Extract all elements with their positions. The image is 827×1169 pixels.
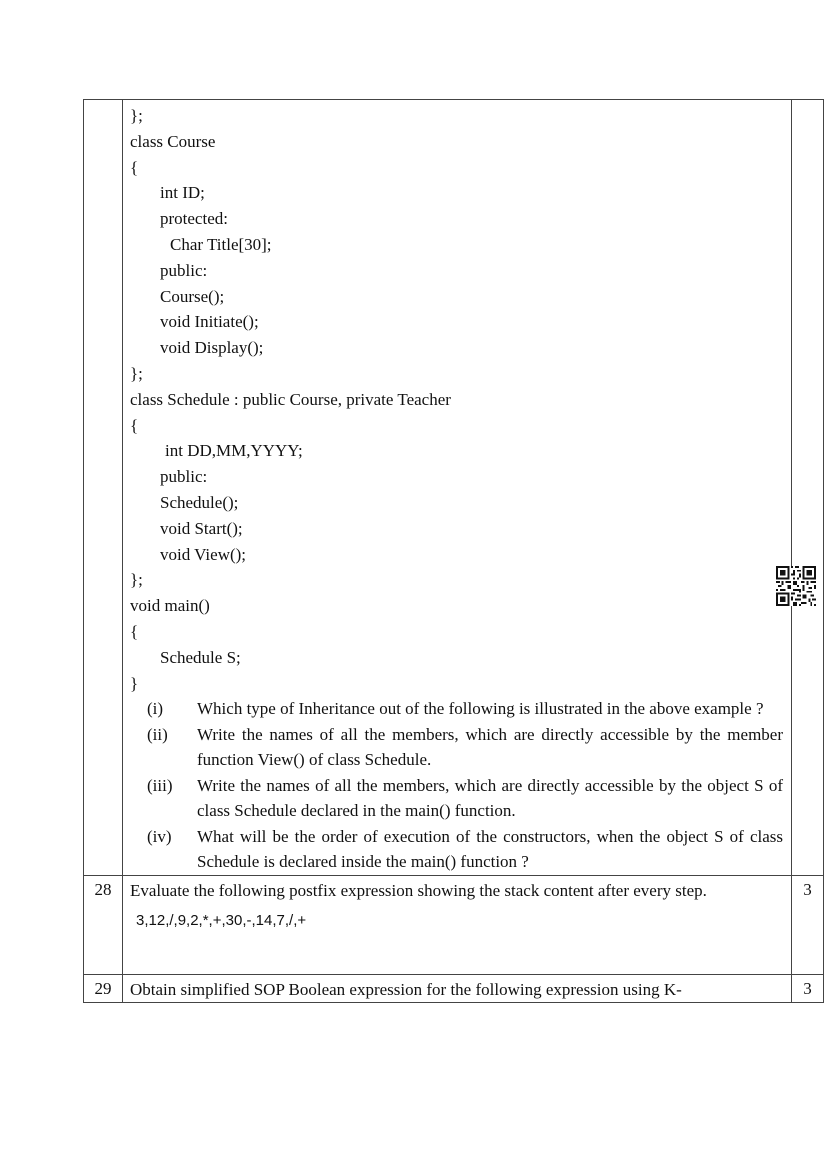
code-line: };: [130, 106, 143, 125]
question-body-cell: [123, 100, 792, 876]
code-line: Schedule S;: [160, 647, 241, 667]
code-line: void main(): [130, 596, 210, 616]
sub-question-text: Write the names of all the members, which are directly accessible by the object S of class Schedule declared in the main() function.: [197, 775, 783, 821]
sub-question-text: What will be the order of execution of the constructors, when the object S of class Schedule is declared inside the main() function ?: [197, 826, 783, 872]
sub-question: [147, 773, 783, 824]
code-line: void Start();: [160, 518, 243, 538]
question-number-cell: [84, 100, 123, 876]
postfix-expression: 3,12,/,9,2,*,+,30,-,14,7,/,+: [136, 911, 307, 929]
code-line: };: [130, 363, 143, 383]
code-line: class Course: [130, 131, 216, 151]
code-line: Schedule();: [160, 492, 239, 512]
question-body-cell: [123, 974, 792, 1002]
sub-question-number: (iv): [147, 826, 172, 846]
code-line: Course();: [160, 286, 225, 306]
code-line: void Initiate();: [160, 312, 259, 332]
code-line: {: [130, 415, 139, 435]
code-line: }: [130, 673, 139, 693]
question-text: Obtain simplified SOP Boolean expression for the following expression using K-: [130, 979, 682, 999]
question-body-cell: [123, 875, 792, 974]
sub-question-text: Which type of Inheritance out of the following is illustrated in the above example ?: [197, 699, 764, 719]
code-listing: [123, 100, 791, 696]
code-line: {: [130, 157, 139, 177]
marks-value: 3: [792, 974, 824, 1002]
question-text: Evaluate the following postfix expression showing the stack content after every step.: [130, 880, 707, 900]
sub-question: [147, 696, 783, 722]
code-line: protected:: [160, 209, 228, 229]
code-line: public:: [160, 467, 208, 487]
question-29-row: [84, 974, 824, 1002]
qr-code-icon: [776, 566, 816, 606]
code-line: public:: [160, 260, 208, 280]
code-line: int ID;: [160, 183, 205, 203]
sub-question-number: (iii): [147, 775, 173, 795]
sub-question-number: (i): [147, 699, 164, 719]
sub-question: [147, 722, 783, 773]
question-27-continuation-row: [84, 100, 824, 876]
question-number: 29: [84, 974, 123, 1002]
code-line: Char Title[30];: [170, 234, 272, 254]
sub-question-number: (ii): [147, 724, 168, 744]
sub-question-text: Write the names of all the members, which are directly accessible by the member function View() of class Schedule.: [197, 724, 783, 770]
code-line: class Schedule : public Course, private Teacher: [130, 389, 451, 409]
question-number: 28: [84, 875, 123, 974]
code-line: void Display();: [160, 338, 264, 358]
sub-question: [147, 824, 783, 875]
code-line: int DD,MM,YYYY;: [165, 441, 303, 461]
marks-value: 3: [792, 875, 824, 974]
code-line: void View();: [160, 544, 247, 564]
question-table: [83, 99, 824, 1003]
code-line: {: [130, 621, 139, 641]
code-line: };: [130, 570, 143, 590]
question-28-row: [84, 875, 824, 974]
marks-cell: [792, 100, 824, 876]
